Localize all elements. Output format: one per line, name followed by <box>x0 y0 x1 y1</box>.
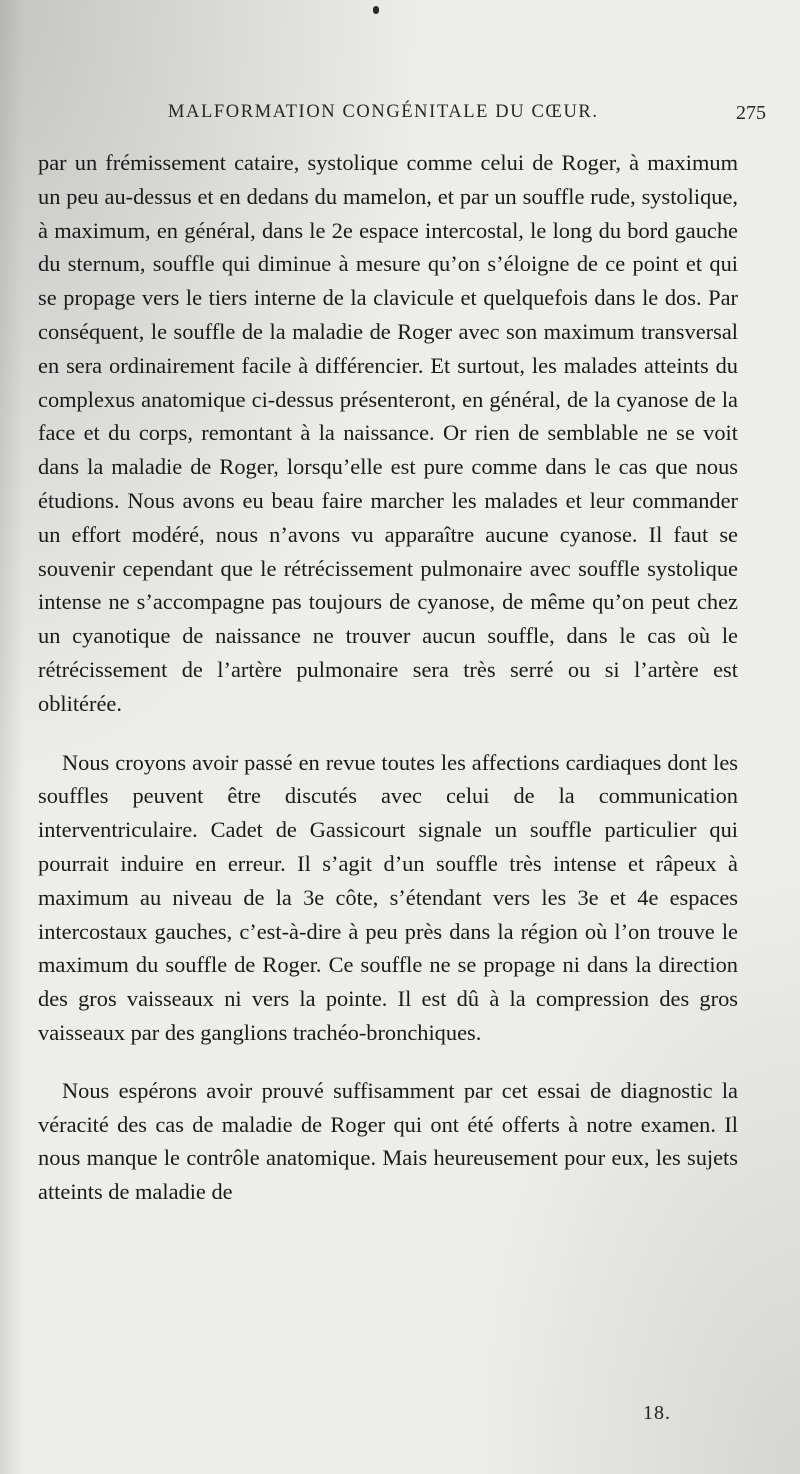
page-number: 275 <box>736 102 766 124</box>
running-head: MALFORMATION CONGÉNITALE DU CŒUR. <box>168 102 599 122</box>
page-header <box>60 102 766 138</box>
paragraph-3: Nous espérons avoir prouvé suffisamment par cet essai de diagnostic la véracité des cas de maladie de Roger qui ont été offerts à notre examen. Il nous manque le contrôle anatomique. Mais heureusement pour eux, les sujets atteints de maladie de <box>38 1077 738 1205</box>
body-text <box>38 146 738 1209</box>
signature-mark: 18. <box>643 1402 671 1424</box>
paragraph-1: par un frémissement cataire, systolique comme celui de Roger, à maximum un peu au-dessus et en dedans du mamelon, et par un souffle rude, systolique, à maximum, en général, dans le 2e espace intercostal, le long du bord gauche du sternum, souffle qui diminue à mesure qu’on s’éloigne de ce point et qui se propage vers le tiers interne de la clavicule et quelquefois dans le dos. Par conséquent, le souffle de la maladie de Roger avec son maximum transversal en sera ordinairement facile à différencier. Et surtout, les malades atteints du complexus anatomique ci-dessus présenteront, en général, de la cyanose de la face et du corps, remontant à la naissance. Or rien de semblable ne se voit dans la maladie de Roger, lorsqu’elle est pure comme dans le cas que nous étudions. Nous avons eu beau faire marcher les malades et leur commander un effort modéré, nous n’avons vu apparaître aucune cyanose. Il faut se souvenir cependant que le rétrécissement pulmonaire avec souffle systolique intense ne s’accompagne pas toujours de cyanose, de même qu’on peut chez un cyanotique de naissance ne trouver aucun souffle, dans le cas où le rétrécissement de l’artère pulmonaire sera très serré ou si l’artère est oblitérée. <box>38 150 738 716</box>
paragraph-2: Nous croyons avoir passé en revue toutes les affections cardiaques dont les souffles peuvent être discutés avec celui de la communication interventriculaire. Cadet de Gassicourt signale un souffle particulier qui pourrait induire en erreur. Il s’agit d’un souffle très intense et râpeux à maximum au niveau de la 3e côte, s’étendant vers les 3e et 4e espaces intercostaux gauches, c’est-à-dire à peu près dans la région où l’on trouve le maximum du souffle de Roger. Ce souffle ne se propage ni dans la direction des gros vaisseaux ni vers la pointe. Il est dû à la compression des gros vaisseaux par des ganglions trachéo-bronchiques. <box>38 749 738 1045</box>
ink-spot <box>373 6 379 14</box>
